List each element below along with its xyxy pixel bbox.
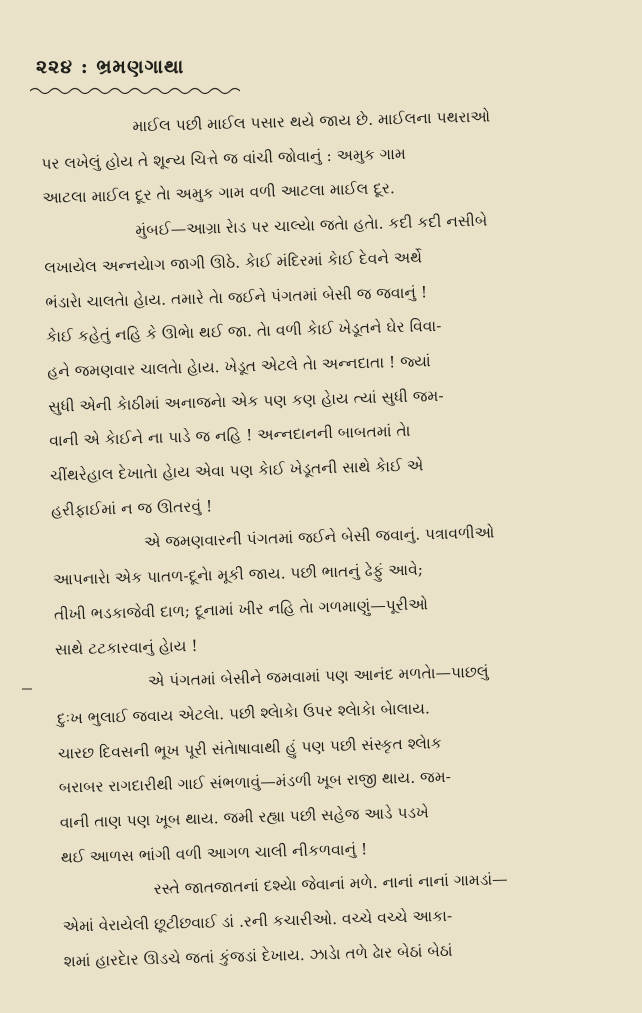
text-line: તીખી ભડકાજેવી દાળ; દૂનામાં ખીર નહિ તેા ગળમાણું—પૂરીઓ [53,595,429,624]
text-line: હરીફાઈમાં ન જ ઊતરવું ! [50,497,213,520]
text-line: ચારછ દિવસની ભૂખ પૂરી સંતેાષાવાથી હું પણ પછી સંસ્કૃત શ્લેાક [57,733,442,763]
text-line: ભંડારેા ચાલતેા હેાય. તમારે તેા જઈને પંગતમાં બેસી જ જવાનું ! [45,282,428,312]
text-line: એમાં વેરાયેલી છૂટીછવાઈ ડાં .રની કચારીઓ. વચ્ચે વચ્ચે આકા- [62,906,453,936]
paragraph [40,96,603,216]
text-line: બરાબર રાગદારીથી ગાઈ સંભળાવું—મંડળી ખૂબ રાજી થાય. જમ- [58,768,452,798]
paragraph [43,200,612,528]
text-line: શમાં હારદેાર ઊડચે જતાં કુંજડાં દેખાય. ઝાડેા તળે ઢેાર બેઠાં બેઠાં [63,941,453,971]
paragraph [56,651,622,875]
text-line: કેાઈ કહેતું નહિ કે ઊભેા થઈ જા. તેા વળી કેાઈ ખેડૂતને ઘેર વિવા- [46,317,442,347]
text-line: આટલા માઈલ દૂર તેા અમુક ગામ વળી આટલા માઈલ દૂર. [42,179,396,208]
paragraph [61,860,624,980]
text-line: દુઃખ ભુલાઈ જવાય એટલેા. પછી શ્લેાકેા ઉપર શ્લેાકેા બેાલાય. [56,699,431,728]
text-line: આપનારેા એક પાતળ-દૂનેા મૂકી જાય. પછી ભાતનું ઢેફું આવે; [52,560,424,589]
text-line: સુધી એની કેાઠીમાં અનાજનેા એક પણ કણ હેાય ત્યાં સુધી જમ- [47,386,444,416]
body-text [40,96,624,979]
text-line: સાથે ટટકારવાનું હેાય ! [54,636,198,659]
text-line: વાની તાણ પણ ખૂબ થાય. જમી રહ્યા પછી સહેજ આડે પડખે [59,803,430,832]
text-line: વાની એ કેાઈને ના પાડે જ નહિ ! અન્નદાનની બાબતમાં તેા [48,422,411,451]
text-line: એ જમણવારની પંગતમાં જઈને બેસી જવાનું. પત્રાવળીઓ [143,523,495,552]
text-line: ચીંથરેહાલ દેખાતેા હેાય એવા પણ કેાઈ ખેડૂતની સાથે કેાઈ એ [49,456,424,485]
text-line: રસ્તે જાતજાતનાં દશ્યેા જેવાનાં મળે. નાનાં નાનાં ગામડાં— [153,870,508,899]
text-line: હને જમણવાર ચાલતેા હેાય. ખેડૂત એટલે તેા અન્નદાતા ! જ્યાં [47,352,431,381]
text-line: લખાયેલ અન્નયેાગ જાગી ઊઠે. કેાઈ મંદિરમાં કેાઈ દેવને અર્થે [44,248,423,277]
header-wavy-underline [30,86,240,96]
text-line: થઈ આળસ ભાંગી વળી આગળ ચાલી નીકળવાનું ! [60,839,368,867]
margin-pencil-mark [22,688,32,690]
text-line: એ પંગતમાં બેસીને જમવામાં પણ આનંદ મળતેા—પાછલું [147,662,489,691]
paragraph [52,513,616,667]
text-line: માઈલ પછી માઈલ પસાર થયે જાય છે. માઈલના પથરાઓ [132,107,491,136]
text-line: પર લખેલું હોય તે શૂન્ય ચિત્તે જ વાંચી જોવાનું : અમુક ગામ [41,144,407,173]
text-line: મુંબઈ—આગ્રા રેાડ પર ચાલ્યેા જતેા હતેા. કદી કદી નસીબે [135,211,488,240]
page-header: ૨૨૪ : ભ્રમણગાથા [36,56,185,78]
